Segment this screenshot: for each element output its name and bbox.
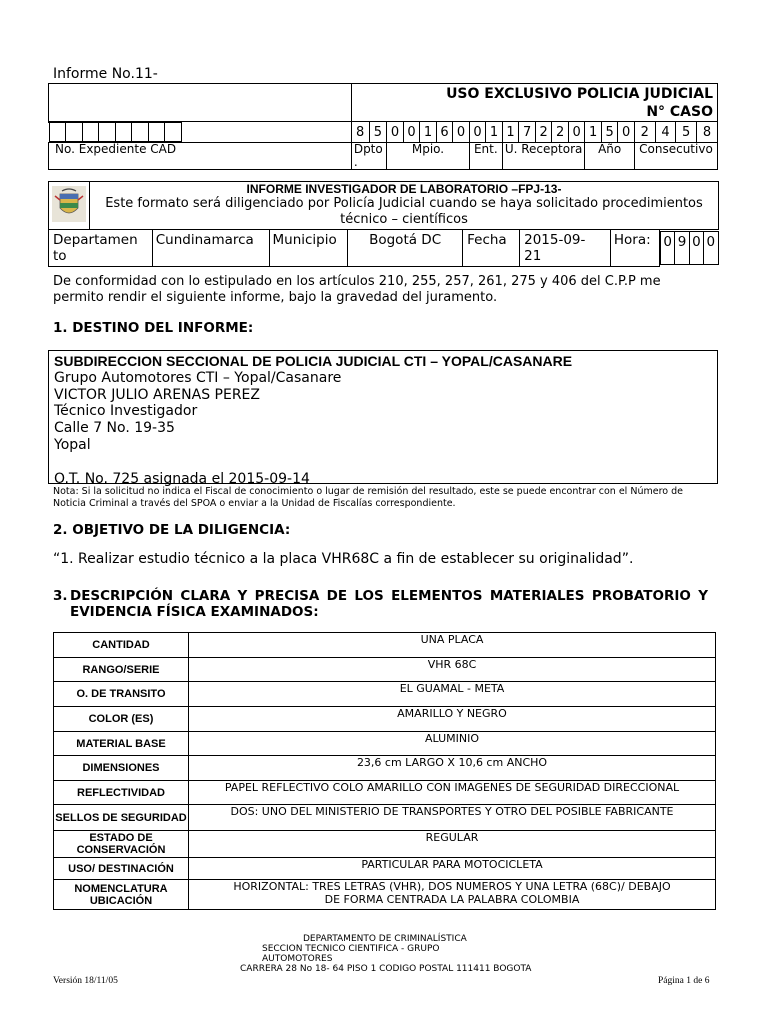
section3-number: 3. bbox=[53, 588, 68, 604]
hora-digit: 0 bbox=[689, 232, 703, 265]
case-digit: 5 bbox=[676, 122, 697, 143]
hora-digits bbox=[660, 231, 719, 265]
row-value: 23,6 cm LARGO X 10,6 cm ANCHO bbox=[189, 756, 716, 781]
departamento-label: Departamento bbox=[49, 230, 153, 267]
destino-line3: VICTOR JULIO ARENAS PEREZ bbox=[54, 386, 260, 403]
hora-digit: 0 bbox=[660, 232, 674, 265]
destino-box bbox=[48, 350, 718, 487]
footer-line2: SECCION TECNICO CIENTIFICA - GRUPO bbox=[262, 944, 440, 954]
form-header-box bbox=[48, 181, 719, 267]
row-value: ALUMINIO bbox=[189, 732, 716, 756]
intro-paragraph: De conformidad con lo estipulado en los artículos 210, 255, 257, 261, 275 y 406 del C.P.P me permito rendir el siguiente informe, bajo la gravedad del juramento. bbox=[53, 274, 661, 305]
form-title-cell bbox=[90, 182, 719, 230]
nota-text: Nota: Si la solicitud no indica el Fiscal de conocimiento o lugar de remisión del resultado, este se puede encontrar con el Número de Noticia Criminal a través del SPOA o enviar a la Unidad de Fiscalías correspondiente. bbox=[53, 486, 683, 509]
fecha-value: 2015-09-21 bbox=[520, 230, 611, 267]
section3-heading: DESCRIPCIÓN CLARA Y PRECISA DE LOS ELEMENTOS MATERIALES PROBATORIO Y EVIDENCIA FÍSICA EXAMINADOS: bbox=[70, 588, 708, 620]
case-digits-row bbox=[49, 122, 718, 143]
expediente-grid bbox=[49, 122, 182, 142]
form-subtitle: Este formato será diligenciado por Policía Judicial cuando se haya solicitado procedimientos técnico – científicos bbox=[105, 196, 703, 227]
row-value: REGULAR bbox=[189, 831, 716, 858]
case-digit: 1 bbox=[486, 122, 503, 143]
row-label: RANGO/SERIE bbox=[54, 658, 189, 682]
case-digit: 0 bbox=[469, 122, 486, 143]
header-blank-cell bbox=[49, 84, 352, 122]
municipio-value: Bogotá DC bbox=[348, 230, 463, 267]
case-digit: 1 bbox=[585, 122, 602, 143]
row-label: NOMENCLATURA UBICACIÓN bbox=[54, 880, 189, 910]
case-digit: 2 bbox=[535, 122, 552, 143]
case-labels-row bbox=[49, 143, 718, 170]
case-digit: 8 bbox=[697, 122, 718, 143]
case-digit: 0 bbox=[453, 122, 470, 143]
evidence-table bbox=[53, 632, 716, 910]
case-number-box bbox=[48, 83, 718, 170]
uso-exclusivo-title: USO EXCLUSIVO POLICIA JUDICIAL bbox=[446, 85, 713, 102]
municipio-label: Municipio bbox=[270, 230, 348, 267]
no-expediente-label: No. Expediente CAD bbox=[49, 143, 352, 170]
report-number: Informe No.11- bbox=[53, 66, 158, 82]
destino-line1: SUBDIRECCION SECCIONAL DE POLICIA JUDICIAL CTI – YOPAL/CASANARE bbox=[54, 353, 573, 369]
case-digit: 5 bbox=[601, 122, 618, 143]
mpio-label: Mpio. bbox=[387, 143, 470, 170]
row-label: USO/ DESTINACIÓN bbox=[54, 858, 189, 880]
coat-of-arms-icon bbox=[52, 186, 86, 222]
section2-text: “1. Realizar estudio técnico a la placa VHR68C a fin de establecer su originalidad”. bbox=[53, 551, 634, 567]
case-digit: 0 bbox=[403, 122, 420, 143]
uso-exclusivo-cell bbox=[351, 84, 717, 122]
expediente-grid-cell bbox=[49, 122, 352, 143]
row-value: HORIZONTAL: TRES LETRAS (VHR), DOS NUMEROS Y UNA LETRA (68C)/ DEBAJO DE FORMA CENTRADA LA PALABRA COLOMBIA bbox=[189, 880, 716, 910]
footer-line4: CARRERA 28 No 18- 64 PISO 1 CODIGO POSTAL 111411 BOGOTA bbox=[240, 964, 532, 974]
ent-label: Ent. bbox=[469, 143, 502, 170]
case-digit: 4 bbox=[655, 122, 676, 143]
case-digit: 2 bbox=[634, 122, 655, 143]
footer-block bbox=[240, 934, 540, 974]
row-label: MATERIAL BASE bbox=[54, 732, 189, 756]
row-label: ESTADO DE CONSERVACIÓN bbox=[54, 831, 189, 858]
section1-heading: 1. DESTINO DEL INFORME: bbox=[53, 320, 254, 336]
destino-line6: Yopal bbox=[54, 436, 91, 453]
receptora-label: U. Receptora bbox=[502, 143, 585, 170]
footer-line3: AUTOMOTORES bbox=[262, 954, 333, 964]
destino-line7: O.T. No. 725 asignada el 2015-09-14 bbox=[54, 470, 310, 487]
case-digit: 7 bbox=[519, 122, 536, 143]
row-label: O. DE TRANSITO bbox=[54, 682, 189, 707]
departamento-value: Cundinamarca bbox=[152, 230, 270, 267]
case-digit: 1 bbox=[420, 122, 437, 143]
case-digit: 1 bbox=[502, 122, 519, 143]
footer-line1: DEPARTAMENTO DE CRIMINALÍSTICA bbox=[303, 934, 467, 944]
logo-cell bbox=[49, 182, 90, 230]
fecha-label: Fecha bbox=[463, 230, 520, 267]
case-digit: 0 bbox=[618, 122, 635, 143]
case-digit: 2 bbox=[552, 122, 569, 143]
row-label: SELLOS DE SEGURIDAD bbox=[54, 805, 189, 831]
row-value: EL GUAMAL - META bbox=[189, 682, 716, 707]
case-digit: 6 bbox=[436, 122, 453, 143]
form-title: INFORME INVESTIGADOR DE LABORATORIO –FPJ-13- bbox=[246, 182, 562, 196]
section2-heading: 2. OBJETIVO DE LA DILIGENCIA: bbox=[53, 522, 291, 538]
case-digit: 8 bbox=[351, 122, 369, 143]
dpto-label: Dpto . bbox=[351, 143, 386, 170]
n-caso-label: N° CASO bbox=[646, 103, 713, 120]
version-text: Versión 18/11/05 bbox=[53, 976, 118, 986]
hora-digits-cell bbox=[659, 230, 718, 267]
row-value: PARTICULAR PARA MOTOCICLETA bbox=[189, 858, 716, 880]
hora-digit: 0 bbox=[704, 232, 718, 265]
destino-line2: Grupo Automotores CTI – Yopal/Casanare bbox=[54, 369, 342, 386]
case-digit: 5 bbox=[369, 122, 387, 143]
destino-line4: Técnico Investigador bbox=[54, 403, 198, 420]
row-label: DIMENSIONES bbox=[54, 756, 189, 781]
row-value: DOS: UNO DEL MINISTERIO DE TRANSPORTES Y OTRO DEL POSIBLE FABRICANTE bbox=[189, 805, 716, 831]
hora-digit: 9 bbox=[675, 232, 689, 265]
destino-line5: Calle 7 No. 19-35 bbox=[54, 420, 175, 437]
row-value: VHR 68C bbox=[189, 658, 716, 682]
row-label: COLOR (ES) bbox=[54, 707, 189, 732]
row-label: CANTIDAD bbox=[54, 633, 189, 658]
row-value: AMARILLO Y NEGRO bbox=[189, 707, 716, 732]
case-digit: 0 bbox=[387, 122, 404, 143]
case-digit: 0 bbox=[568, 122, 585, 143]
hora-label: Hora: bbox=[610, 230, 659, 267]
page-number: Página 1 de 6 bbox=[658, 976, 710, 986]
row-value: UNA PLACA bbox=[189, 633, 716, 658]
ano-label: Año bbox=[585, 143, 635, 170]
row-label: REFLECTIVIDAD bbox=[54, 781, 189, 805]
row-value: PAPEL REFLECTIVO COLO AMARILLO CON IMAGENES DE SEGURIDAD DIRECCIONAL bbox=[189, 781, 716, 805]
consecutivo-label: Consecutivo bbox=[634, 143, 717, 170]
